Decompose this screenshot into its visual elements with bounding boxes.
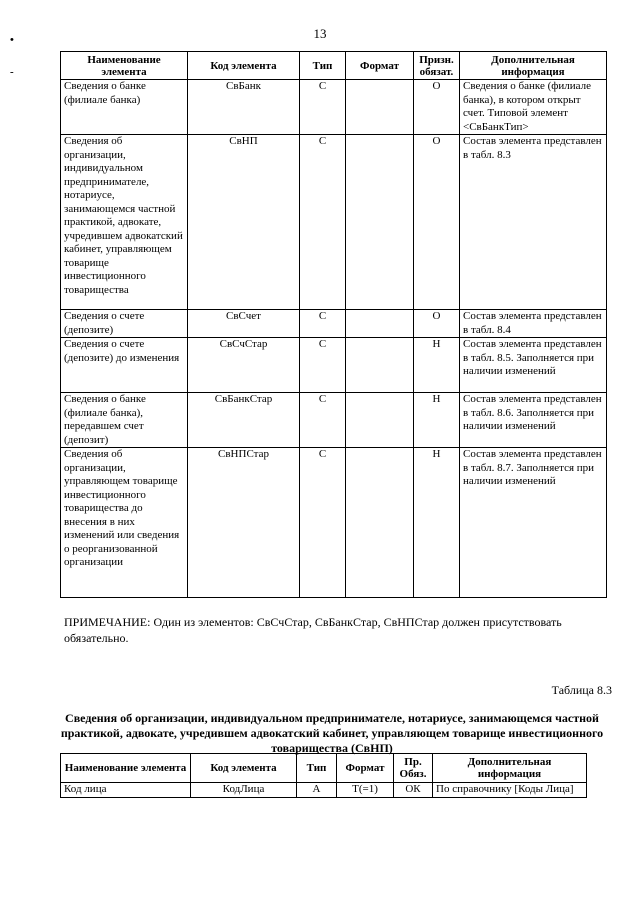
- table-cell: Сведения о банке (филиале банка), в котором открыт счет. Типовой элемент <СвБанкТип>: [460, 80, 607, 135]
- table-cell: Состав элемента представлен в табл. 8.3: [460, 135, 607, 310]
- column-header: Тип: [300, 52, 346, 80]
- column-header: Наименование элемента: [61, 52, 188, 80]
- table-cell: По справочнику [Коды Лица]: [433, 783, 587, 798]
- column-header: Наименование элемента: [61, 754, 191, 783]
- column-header: Призн. обязат.: [414, 52, 460, 80]
- table-8-3: [60, 753, 587, 798]
- table-cell: С: [300, 80, 346, 135]
- table-cell: КодЛица: [191, 783, 297, 798]
- table-cell: Состав элемента представлен в табл. 8.6. Заполняется при наличии изменений: [460, 393, 607, 448]
- section-title: Сведения об организации, индивидуальном предпринимателе, нотариусе, занимающемся частной практикой, адвокате, учредившем адвокатский кабинет, управляющем товарище инвестиционного товарищества (СвНП): [60, 711, 604, 755]
- table-cell: Сведения о банке (филиале банка), передавшем счет (депозит): [61, 393, 188, 448]
- table-header-row: [61, 754, 587, 783]
- column-header: Дополнительная информация: [433, 754, 587, 783]
- table-cell: Состав элемента представлен в табл. 8.4: [460, 310, 607, 338]
- table-cell: СвБанк: [188, 80, 300, 135]
- column-header: Формат: [337, 754, 394, 783]
- table-cell: С: [300, 310, 346, 338]
- table-row: [61, 135, 607, 310]
- table-cell: С: [300, 135, 346, 310]
- table-row: [61, 310, 607, 338]
- table-cell: СвСчСтар: [188, 338, 300, 393]
- table-cell: Код лица: [61, 783, 191, 798]
- table-row: [61, 338, 607, 393]
- table-row: [61, 448, 607, 598]
- column-header: Код элемента: [188, 52, 300, 80]
- table-cell: Сведения об организации, индивидуальном предпринимателе, нотариусе, занимающемся частной практикой, адвокате, учредившем адвокатский кабинет, управляющем товарище инвестиционного товарищества: [61, 135, 188, 310]
- column-header: Код элемента: [191, 754, 297, 783]
- table-cell: О: [414, 135, 460, 310]
- table-cell: О: [414, 310, 460, 338]
- table-cell: [346, 448, 414, 598]
- table-cell: Сведения об организации, управляющем товарище инвестиционного товарищества до внесения в них изменений или сведения о реорганизованной организации: [61, 448, 188, 598]
- table-cell: Сведения о счете (депозите): [61, 310, 188, 338]
- table-cell: ОК: [394, 783, 433, 798]
- table-cell: Н: [414, 338, 460, 393]
- table-cell: Н: [414, 393, 460, 448]
- column-header: Дополнительная информация: [460, 52, 607, 80]
- margin-mark: •: [10, 34, 14, 46]
- table-cell: Сведения о счете (депозите) до изменения: [61, 338, 188, 393]
- table-cell: Состав элемента представлен в табл. 8.5. Заполняется при наличии изменений: [460, 338, 607, 393]
- column-header: Пр. Обяз.: [394, 754, 433, 783]
- table-cell: СвНП: [188, 135, 300, 310]
- table-cell: С: [300, 393, 346, 448]
- column-header: Формат: [346, 52, 414, 80]
- table-cell: А: [297, 783, 337, 798]
- table-header-row: [61, 52, 607, 80]
- table-cell: [346, 393, 414, 448]
- table-cell: Сведения о банке (филиале банка): [61, 80, 188, 135]
- margin-mark: -: [10, 66, 14, 78]
- table-cell: О: [414, 80, 460, 135]
- table-cell: [346, 135, 414, 310]
- table-cell: Состав элемента представлен в табл. 8.7. Заполняется при наличии изменений: [460, 448, 607, 598]
- table-row: [61, 80, 607, 135]
- table-cell: С: [300, 448, 346, 598]
- table-cell: [346, 310, 414, 338]
- table-cell: Т(=1): [337, 783, 394, 798]
- table-cell: СвСчет: [188, 310, 300, 338]
- table-cell: [346, 80, 414, 135]
- page-number: 13: [313, 26, 327, 41]
- column-header: Тип: [297, 754, 337, 783]
- elements-table: [60, 51, 607, 598]
- table-cell: СвБанкСтар: [188, 393, 300, 448]
- table-label: Таблица 8.3: [551, 683, 612, 697]
- table-cell: [346, 338, 414, 393]
- table-cell: С: [300, 338, 346, 393]
- table-cell: Н: [414, 448, 460, 598]
- note-text: ПРИМЕЧАНИЕ: Один из элементов: СвСчСтар, СвБанкСтар, СвНПСтар должен присутствовать обязательно.: [64, 615, 562, 645]
- table-cell: СвНПСтар: [188, 448, 300, 598]
- table-row: [61, 783, 587, 798]
- table-row: [61, 393, 607, 448]
